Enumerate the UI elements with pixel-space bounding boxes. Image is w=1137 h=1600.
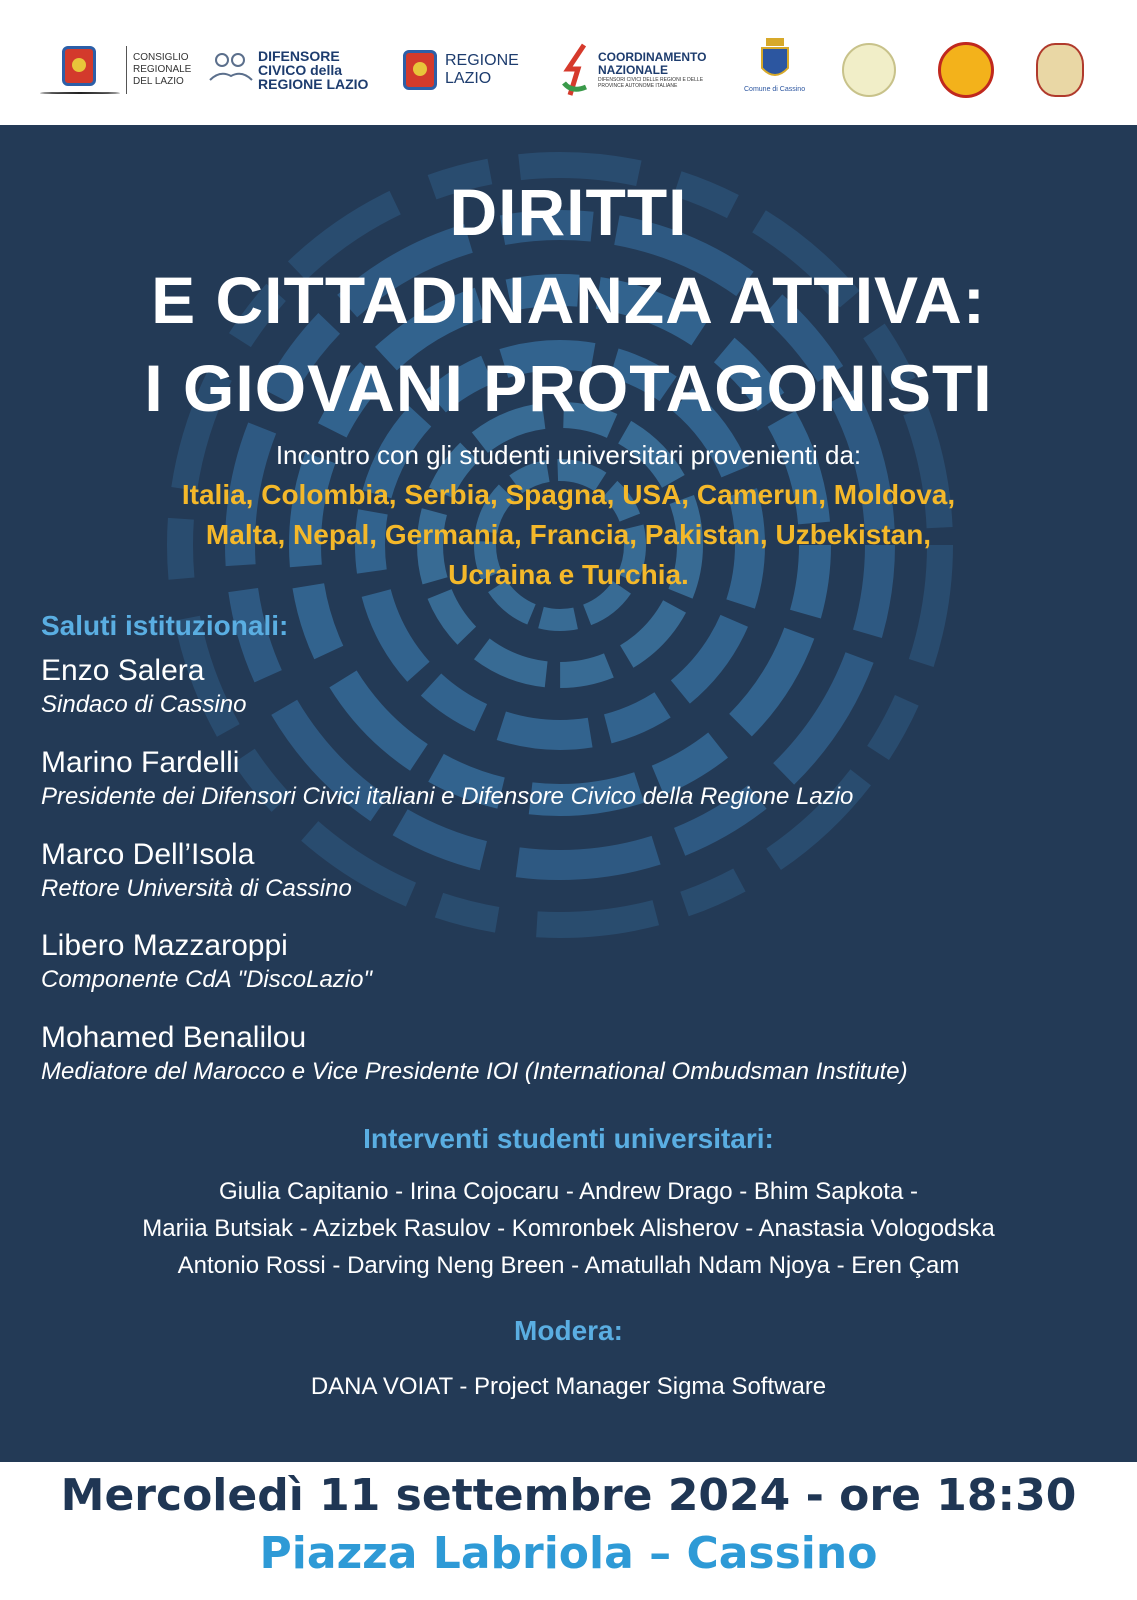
speaker-4	[41, 928, 372, 996]
students-line-3: Antonio Rossi - Darving Neng Breen - Amatullah Ndam Njoya - Eren Çam	[177, 1252, 960, 1279]
partner-logo-2	[938, 40, 994, 100]
speaker-name: Marco Dell’Isola	[41, 838, 255, 871]
speaker-role: Componente CdA "DiscoLazio"	[41, 966, 372, 993]
partner-logo-1	[842, 40, 896, 100]
students-line-1: Giulia Capitanio - Irina Cojocaru - Andrew Drago - Bhim Sapkota -	[219, 1178, 918, 1205]
speaker-3	[41, 837, 352, 905]
coordinamento-logo	[560, 40, 716, 100]
partner-logo-3	[1036, 40, 1084, 100]
coordinamento-mark-icon	[560, 43, 594, 97]
countries-line-3: Ucraina e Turchia.	[448, 559, 689, 590]
coord-line3: DIFENSORI CIVICI DELLE REGIONI E DELLE PROVINCE AUTONOME ITALIANE	[598, 77, 704, 89]
regione-crest-icon	[403, 50, 437, 90]
speaker-role: Sindaco di Cassino	[41, 691, 247, 718]
intro-text: Incontro con gli studenti universitari provenienti da:	[275, 440, 862, 470]
speaker-5	[41, 1020, 908, 1088]
university-seal-icon	[1036, 43, 1084, 97]
regione-lazio-logo	[403, 40, 525, 100]
students-line-2: Mariia Butsiak - Azizbek Rasulov - Komronbek Alisherov - Anastasia Vologodska	[142, 1215, 995, 1242]
title-line-2: E CITTADINANZA ATTIVA:	[151, 263, 986, 337]
title-line-3: I GIOVANI PROTAGONISTI	[144, 351, 993, 425]
moderator-text: DANA VOIAT - Project Manager Sigma Software	[310, 1373, 827, 1400]
difensore-civico-logo	[208, 40, 368, 100]
consiglio-logo	[40, 40, 193, 100]
speaker-1	[41, 653, 246, 721]
hands-icon	[208, 50, 254, 90]
greetings-heading: Saluti istituzionali:	[41, 610, 289, 641]
countries-line-2: Malta, Nepal, Germania, Francia, Pakistan, Uzbekistan,	[205, 519, 932, 550]
speaker-name: Enzo Salera	[41, 654, 205, 687]
sun-seal-icon	[842, 43, 896, 97]
title-line-1: DIRITTI	[449, 175, 688, 249]
consiglio-label: CONSIGLIO REGIONALE DEL LAZIO	[133, 52, 192, 87]
difensore-line3: REGIONE LAZIO	[258, 76, 369, 92]
cassino-crest-icon	[758, 36, 792, 84]
coord-line2: NAZIONALE	[598, 63, 668, 77]
speaker-role: Mediatore del Marocco e Vice Presidente IOI (International Ombudsman Institute)	[41, 1058, 908, 1085]
difensore-line2: CIVICO della	[258, 62, 343, 78]
coord-line1: COORDINAMENTO	[598, 50, 707, 64]
moderator-heading: Modera:	[514, 1315, 623, 1346]
event-date: Mercoledì 11 settembre 2024 - ore 18:30	[60, 1470, 1077, 1521]
event-footer	[0, 1462, 1137, 1600]
comune-cassino-logo	[744, 36, 805, 96]
main-panel	[0, 125, 1137, 1462]
comune-label: Comune di Cassino	[744, 86, 806, 93]
speaker-2	[41, 745, 853, 813]
students-heading: Interventi studenti universitari:	[363, 1123, 774, 1154]
speaker-name: Mohamed Benalilou	[41, 1021, 307, 1054]
consiglio-arc	[40, 92, 120, 94]
countries-line-1: Italia, Colombia, Serbia, Spagna, USA, Camerun, Moldova,	[181, 479, 956, 510]
speaker-role: Rettore Università di Cassino	[41, 875, 352, 902]
consiglio-crest-icon	[62, 46, 96, 86]
difensore-line1: DIFENSORE	[258, 48, 340, 64]
speaker-role: Presidente dei Difensori Civici italiani e Difensore Civico della Regione Lazio	[41, 783, 854, 810]
logo-divider	[126, 46, 127, 94]
roundel-seal-icon	[938, 42, 994, 98]
event-place: Piazza Labriola – Cassino	[259, 1528, 878, 1579]
regione-label: REGIONE LAZIO	[445, 52, 519, 87]
speaker-name: Libero Mazzaroppi	[41, 929, 288, 962]
speaker-name: Marino Fardelli	[41, 746, 240, 779]
logo-strip	[0, 0, 1137, 125]
